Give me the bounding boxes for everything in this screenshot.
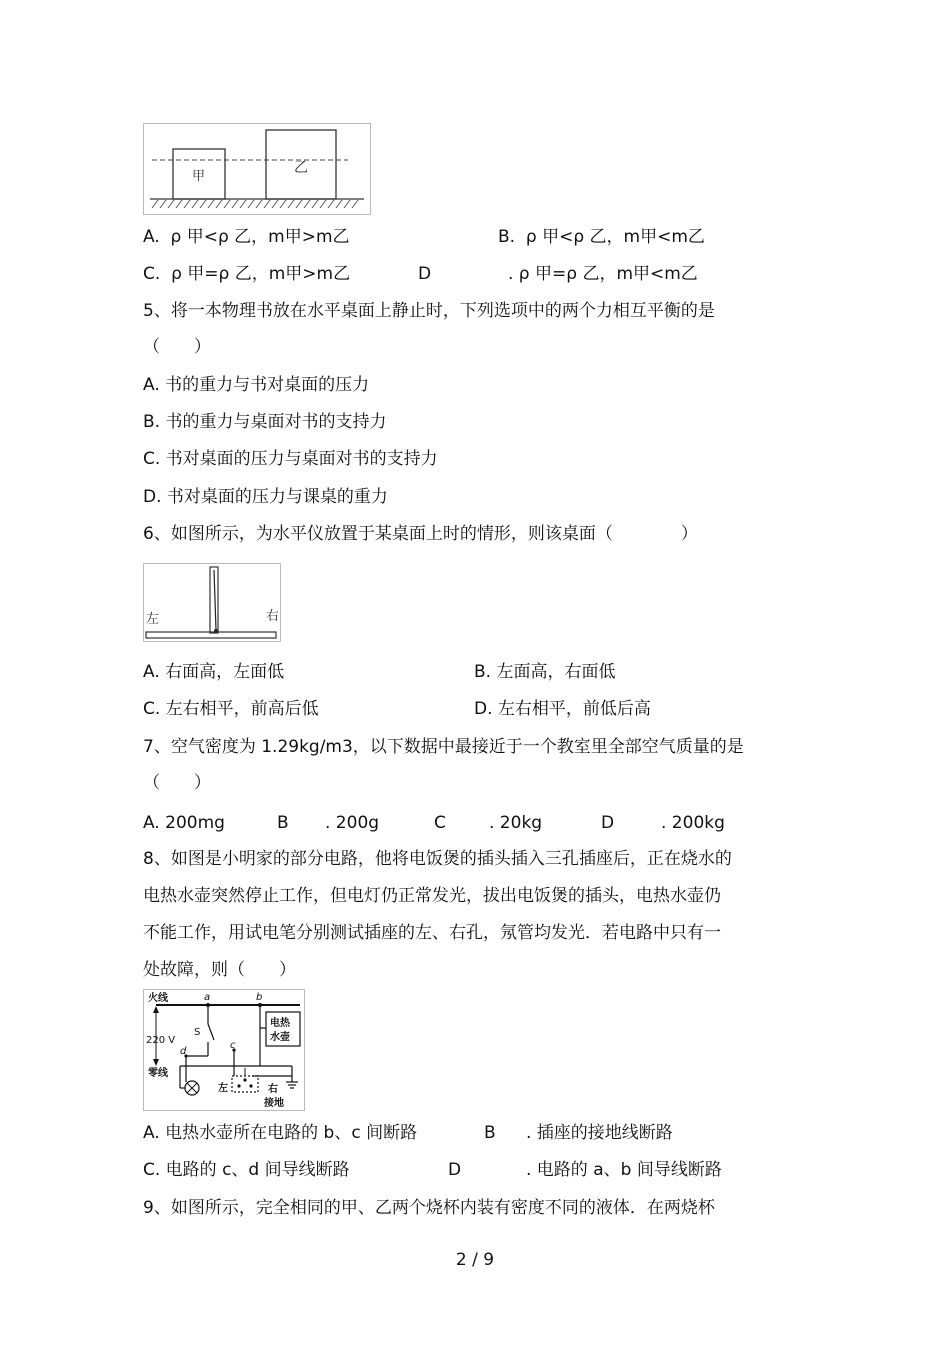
block-yi-label: 乙 xyxy=(294,160,308,176)
kettle-label-2: 水壶 xyxy=(270,1032,290,1043)
q8-stem-line-1: 8、如图是小明家的部分电路，他将电饭煲的插头插入三孔插座后，正在烧水的 xyxy=(143,849,732,869)
q5-option-a: A. 书的重力与书对桌面的压力 xyxy=(143,375,370,395)
circuit-live-label: 火线 xyxy=(148,993,168,1004)
q5-option-b: B. 书的重力与桌面对书的支持力 xyxy=(143,412,387,432)
q8-option-c: C. 电路的 c、d 间导线断路 xyxy=(143,1160,350,1180)
level-left-label: 左 xyxy=(146,612,160,627)
q5-paren: （ ） xyxy=(143,337,211,357)
q6-option-b: B. 左面高，右面低 xyxy=(474,662,616,682)
q6-stem: 6、如图所示，为水平仪放置于某桌面上时的情形，则该桌面（ ） xyxy=(143,524,698,544)
level-right-label: 右 xyxy=(266,609,280,624)
q7-stem: 7、空气密度为 1.29kg/m3，以下数据中最接近于一个教室里全部空气质量的是 xyxy=(143,737,744,757)
q8-option-b-text: . 插座的接地线断路 xyxy=(526,1123,673,1143)
q5-stem: 5、将一本物理书放在水平桌面上静止时，下列选项中的两个力相互平衡的是 xyxy=(143,301,715,321)
q8-option-a: A. 电热水壶所在电路的 b、c 间断路 xyxy=(143,1123,418,1143)
q5-option-d: D. 书对桌面的压力与课桌的重力 xyxy=(143,487,388,507)
circuit-neutral-label: 零线 xyxy=(148,1068,168,1079)
q8-stem-line-3: 不能工作，用试电笔分别测试插座的左、右孔，氖管均发光．若电路中只有一 xyxy=(143,923,721,943)
q4-option-c: C. ρ 甲=ρ 乙，m甲>m乙 xyxy=(143,264,351,284)
circuit-voltage-label: 220 V xyxy=(146,1035,176,1046)
q4-option-d-text: . ρ 甲=ρ 乙，m甲<m乙 xyxy=(508,264,698,284)
circuit-point-a: a xyxy=(204,992,211,1003)
circuit-point-c: c xyxy=(230,1040,236,1051)
circuit-point-b: b xyxy=(256,992,263,1003)
q6-option-a: A. 右面高，左面低 xyxy=(143,662,285,682)
figure-circuit xyxy=(143,989,305,1111)
page-number: 2 / 9 xyxy=(455,1250,495,1270)
q8-option-d-label: D xyxy=(448,1160,462,1180)
q6-option-d: D. 左右相平，前低后高 xyxy=(474,699,651,719)
q7-option-d-text: . 200kg xyxy=(661,813,725,833)
q4-option-b: B. ρ 甲<ρ 乙，m甲<m乙 xyxy=(498,227,705,247)
q4-option-d-label: D xyxy=(418,264,432,284)
block-jia-label: 甲 xyxy=(192,169,206,184)
q5-option-c: C. 书对桌面的压力与桌面对书的支持力 xyxy=(143,449,438,469)
figure-blocks xyxy=(143,123,371,215)
socket-left-label: 左 xyxy=(218,1083,228,1094)
q8-stem-line-4: 处故障，则（ ） xyxy=(143,960,296,980)
circuit-switch-label: S xyxy=(194,1027,201,1038)
q8-option-b-label: B xyxy=(484,1123,496,1143)
q4-option-a: A. ρ 甲<ρ 乙，m甲>m乙 xyxy=(143,227,350,247)
q8-option-d-text: . 电路的 a、b 间导线断路 xyxy=(526,1160,722,1180)
q7-option-a: A. 200mg xyxy=(143,813,225,833)
q7-option-b-text: . 200g xyxy=(325,813,380,833)
ground-label: 接地 xyxy=(264,1098,284,1109)
kettle-label-1: 电热 xyxy=(270,1018,290,1029)
q7-option-d-label: D xyxy=(601,813,615,833)
circuit-point-d: d xyxy=(180,1046,187,1057)
figure-level xyxy=(143,563,281,642)
q6-option-c: C. 左右相平，前高后低 xyxy=(143,699,319,719)
q7-option-c-label: C xyxy=(434,813,446,833)
q7-option-b-label: B xyxy=(277,813,289,833)
q8-stem-line-2: 电热水壶突然停止工作，但电灯仍正常发光，拔出电饭煲的插头，电热水壶仍 xyxy=(143,886,721,906)
q7-paren: （ ） xyxy=(143,773,211,793)
q9-stem: 9、如图所示，完全相同的甲、乙两个烧杯内装有密度不同的液体．在两烧杯 xyxy=(143,1198,715,1218)
q7-option-c-text: . 20kg xyxy=(489,813,543,833)
socket-right-label: 右 xyxy=(268,1084,278,1095)
